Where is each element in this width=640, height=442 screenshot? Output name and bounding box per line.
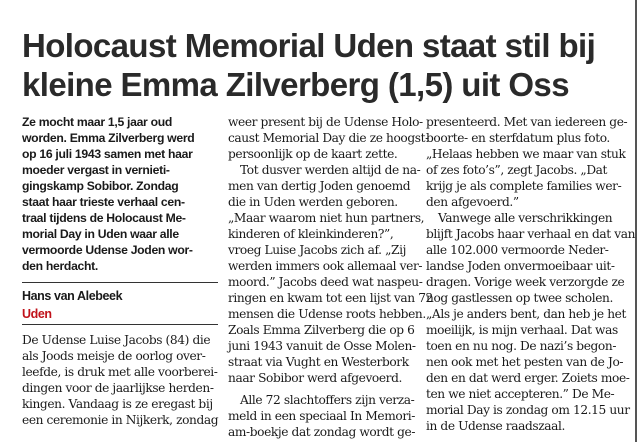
body-line: De Udense Luise Jacobs (84) die (22, 333, 211, 347)
lead-paragraph (22, 114, 218, 274)
body-paragraph (228, 162, 433, 386)
body-line: Alle 72 slachtoffers zijn verza- (240, 393, 415, 407)
body-line: een ceremonie in Nijkerk, zondag (22, 413, 219, 427)
lead-line: traal tijdens de Holocaust Me- (22, 211, 186, 225)
body-line: moeilijk, is mijn verhaal. Dat was (426, 323, 618, 337)
body-line: meld in een speciaal In Memori- (228, 409, 415, 423)
location-tag: Uden (22, 305, 218, 325)
body-line: of zes foto’s”, zegt Jacobs. „Dat (426, 163, 608, 177)
body-paragraph (228, 114, 429, 162)
body-line: juni 1943 vanuit de Osse Molen- (228, 339, 416, 353)
lead-line: gingskamp Sobibor. Zondag (22, 179, 179, 193)
body-line: als Joods meisje de oorlog over- (22, 349, 206, 363)
lead-line: den herdacht. (22, 259, 99, 273)
body-line: kingen. Vandaag is ze eregast bij (22, 397, 213, 411)
body-line: leefde, is druk met alle voorberei- (22, 365, 218, 379)
column-1 (22, 114, 218, 428)
body-line: moord.” Jacobs deed wat naspeu- (228, 275, 423, 289)
body-paragraph (228, 392, 414, 440)
lead-line: Ze mocht maar 1,5 jaar oud (22, 115, 173, 129)
body-line: kinderen of kleinkinderen?”, (228, 227, 394, 241)
lead-line: op 16 juli 1943 samen met haar (22, 147, 193, 161)
body-line: men van dertig Joden genoemd (228, 179, 411, 193)
body-line: weer present bij de Udense Holo- (228, 115, 423, 129)
lead-line: worden. Emma Zilverberg werd (22, 131, 195, 145)
body-paragraph (22, 332, 218, 428)
body-line: caust Memorial Day die ze hoogst- (228, 131, 429, 145)
headline-line-2: kleine Emma Zilverberg (1,5) uit Oss (22, 66, 569, 103)
lead-line: morial Day in Uden waar alle (22, 227, 179, 241)
body-line: krijg je als complete families wer- (426, 179, 622, 193)
column-2 (228, 114, 433, 440)
body-line: Zoals Emma Zilverberg die op 6 (228, 323, 415, 337)
body-line: blijft Jacobs haar verhaal en dat van (426, 227, 636, 241)
body-line: den afgevoerd.” (426, 195, 519, 209)
body-line: nen ook met het pesten van de Jo- (426, 355, 624, 369)
byline-divider (22, 282, 218, 283)
body-line: ten we niet accepteren.” De Me- (426, 387, 615, 401)
lead-line: staat haar trieste verhaal cen- (22, 195, 185, 209)
body-line: „Helaas hebben we maar van stuk (426, 147, 626, 161)
body-line: dingen voor de jaarlijkse herden- (22, 381, 214, 395)
body-line: in de Udense raadszaal. (426, 419, 565, 433)
body-line: die in Uden werden geboren. (228, 195, 398, 209)
body-paragraph (426, 114, 628, 210)
body-line: nog gastlessen op twee scholen. (426, 291, 613, 305)
body-line: boorte- en sterfdatum plus foto. (426, 131, 610, 145)
body-line: vroeg Luise Jacobs zich af. „Zij (228, 243, 406, 257)
body-line: toen en nu nog. De nazi’s begon- (426, 339, 617, 353)
body-line: persoonlijk op de kaart zette. (228, 147, 398, 161)
body-line: „Maar waarom niet hun partners, (228, 211, 425, 225)
body-line: werden immers ook allemaal ver- (228, 259, 423, 273)
body-line: alle 102.000 vermoorde Neder- (426, 243, 609, 257)
body-line: ringen en kwam tot een lijst van 72 (228, 291, 433, 305)
body-line: straat via Vught en Westerbork (228, 355, 409, 369)
body-paragraph (426, 210, 636, 434)
body-line: morial Day is zondag om 12.15 uur (426, 403, 630, 417)
column-3 (426, 114, 636, 434)
lead-line: moeder vergast in vernieti- (22, 163, 170, 177)
body-line: mensen die Udense roots hebben. (228, 307, 426, 321)
body-line: „Als je anders bent, dan heb je het (426, 307, 626, 321)
body-line: Vanwege alle verschrikkingen (438, 211, 613, 225)
article-headline (22, 26, 622, 104)
page-edge-rule (635, 0, 637, 442)
body-line: presenteerd. Met van iedereen ge- (426, 115, 628, 129)
author-byline: Hans van Alebeek (22, 289, 123, 303)
body-line: den en dat werd erger. Zoiets moe- (426, 371, 630, 385)
body-line: dragen. Vorige week verzorgde ze (426, 275, 625, 289)
lead-line: vermoorde Udense Joden wor- (22, 243, 193, 257)
body-line: naar Sobibor werd afgevoerd. (228, 371, 402, 385)
body-line: Tot dusver werden altijd de na- (240, 163, 421, 177)
body-line: am-boekje dat zondag wordt ge- (228, 425, 416, 439)
headline-line-1: Holocaust Memorial Uden staat stil bij (22, 27, 596, 64)
body-line: landse Joden onvermoeibaar uit- (426, 259, 615, 273)
